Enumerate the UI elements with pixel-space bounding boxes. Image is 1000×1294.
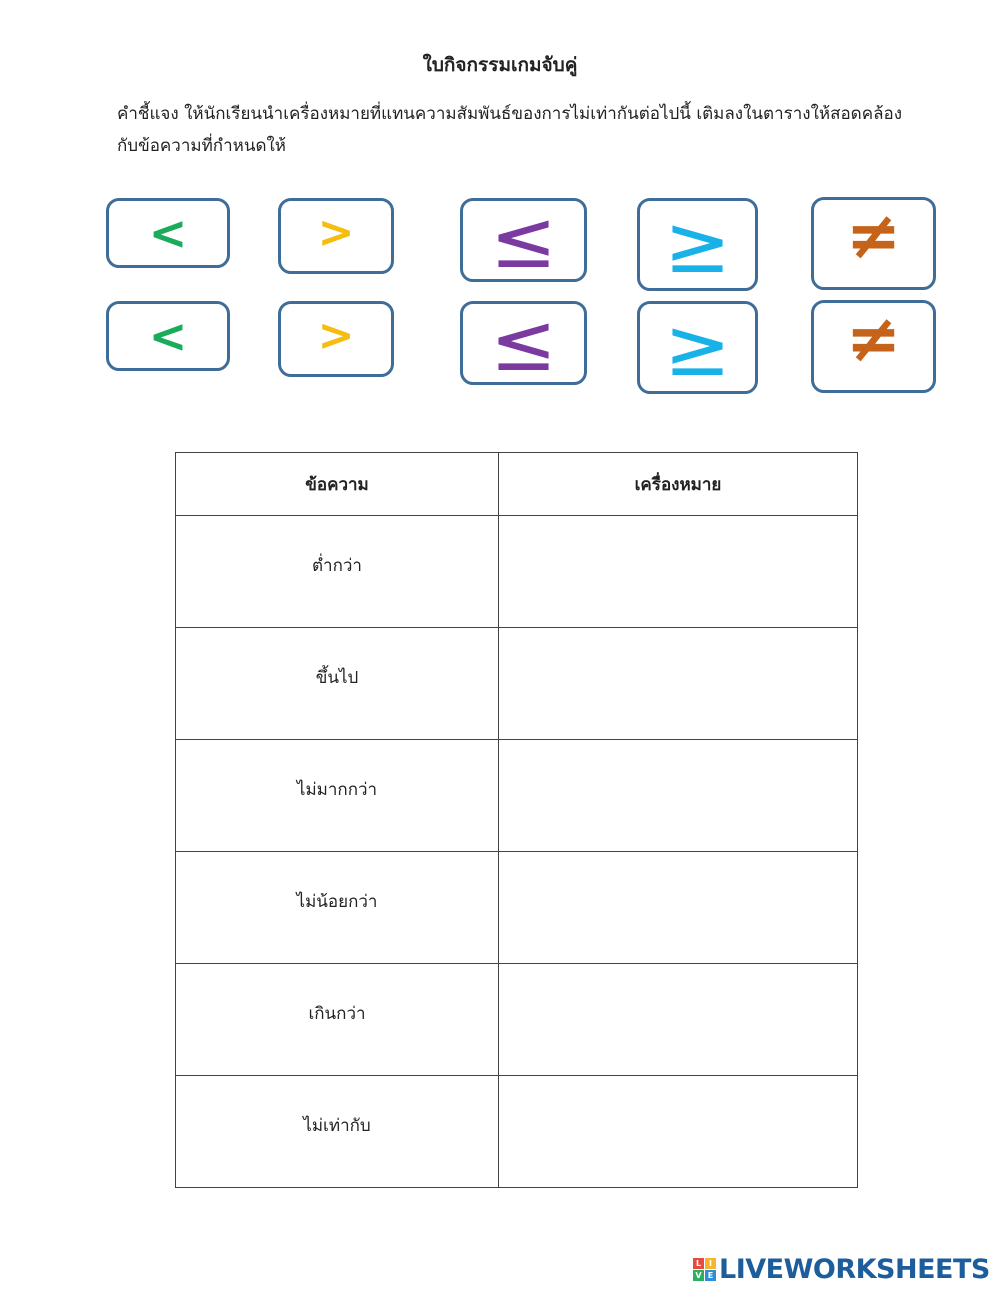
symbol-card-less-than[interactable] [106,301,230,371]
table-row [176,1076,858,1188]
statement-cell: ขึ้นไป [176,628,499,740]
symbol-card-greater-than[interactable] [278,198,394,274]
answer-drop-zone[interactable] [499,740,858,852]
logo-letter: E [705,1270,716,1281]
not-equal-symbol: ≠ [845,299,902,377]
statement-cell: ต่ำกว่า [176,516,499,628]
answer-drop-zone[interactable] [499,852,858,964]
logo-letter: V [693,1270,704,1281]
greater-than-symbol: > [317,310,355,361]
less-or-equal-symbol: ≤ [489,296,558,389]
symbol-card-greater-or-equal[interactable] [637,198,758,291]
instructions-text: คำชี้แจง ให้นักเรียนนำเครื่องหมายที่แทนความสัมพันธ์ของการไม่เท่ากันต่อไปนี้ เติมลงในตารางให้สอดคล้องกับข้อความที่กำหนดให้ [117,104,903,156]
symbol-card-not-equal[interactable] [811,300,936,393]
answer-drop-zone[interactable] [499,516,858,628]
symbol-card-greater-or-equal[interactable] [637,301,758,394]
header-statement: ข้อความ [176,453,499,516]
answer-drop-zone[interactable] [499,1076,858,1188]
less-than-symbol: < [148,206,188,260]
greater-or-equal-symbol: ≥ [663,197,732,291]
less-or-equal-symbol: ≤ [489,193,558,286]
worksheet-title: ใบกิจกรรมเกมจับคู่ [422,54,578,76]
symbol-card-greater-than[interactable] [278,301,394,377]
statement-cell: ไม่เท่ากับ [176,1076,499,1188]
statement-cell: ไม่มากกว่า [176,740,499,852]
liveworksheets-logo [693,1254,990,1285]
table-row [176,964,858,1076]
table-row [176,740,858,852]
table-row [176,852,858,964]
symbol-card-less-or-equal[interactable] [460,193,587,286]
answer-drop-zone[interactable] [499,964,858,1076]
statement-cell: เกินกว่า [176,964,499,1076]
symbol-card-not-equal[interactable] [811,197,936,290]
statement-cell: ไม่น้อยกว่า [176,852,499,964]
greater-or-equal-symbol: ≥ [663,300,732,394]
table-row [176,628,858,740]
less-than-symbol: < [148,309,188,363]
matching-table [175,452,858,1188]
logo-letter: I [705,1258,716,1269]
logo-text: LIVEWORKSHEETS [719,1254,990,1285]
symbol-card-less-or-equal[interactable] [460,296,587,389]
table-row [176,516,858,628]
logo-icon [693,1258,716,1281]
answer-drop-zone[interactable] [499,628,858,740]
not-equal-symbol: ≠ [845,196,902,274]
symbol-card-less-than[interactable] [106,198,230,268]
header-symbol: เครื่องหมาย [499,453,858,516]
greater-than-symbol: > [317,207,355,258]
logo-letter: L [693,1258,704,1269]
